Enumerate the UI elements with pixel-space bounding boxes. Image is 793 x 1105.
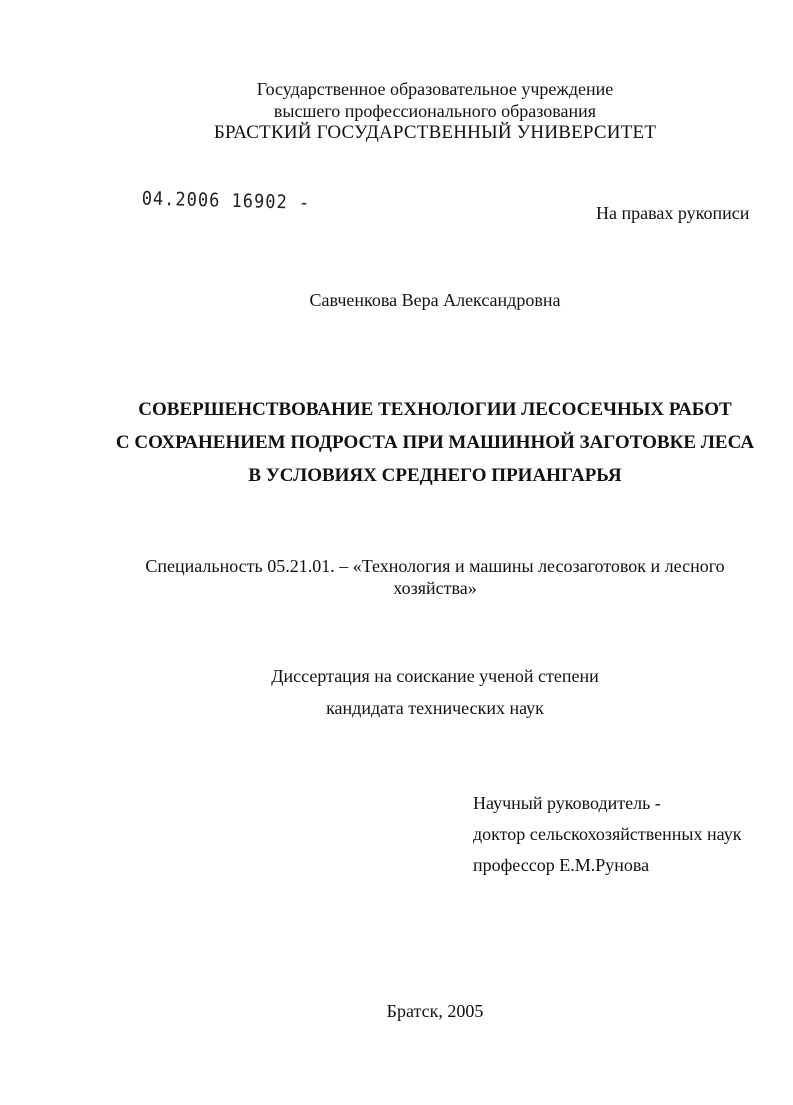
organization-line-1: Государственное образовательное учреждение bbox=[256, 79, 614, 99]
supervisor-block bbox=[473, 788, 741, 881]
author-name: Савченкова Вера Александровна bbox=[309, 290, 561, 310]
title-line-1: СОВЕРШЕНСТВОВАНИЕ ТЕХНОЛОГИИ ЛЕСОСЕЧНЫХ РАБОТ bbox=[138, 399, 732, 420]
organization-line-2: высшего профессионального образования bbox=[273, 101, 597, 121]
degree-line-1: Диссертация на соискание ученой степени bbox=[271, 666, 599, 686]
title-line-2: С СОХРАНЕНИЕМ ПОДРОСТА ПРИ МАШИННОЙ ЗАГОТОВКЕ ЛЕСА bbox=[115, 432, 755, 453]
registration-stamp: 04.2006 16902 - bbox=[141, 188, 311, 215]
manuscript-rights-note: На правах рукописи bbox=[596, 203, 750, 223]
title-line-3: В УСЛОВИЯХ СРЕДНЕГО ПРИАНГАРЬЯ bbox=[248, 465, 622, 486]
specialty-line-2: хозяйства» bbox=[393, 578, 477, 598]
degree-statement bbox=[0, 660, 793, 724]
place-and-year: Братск, 2005 bbox=[386, 1001, 484, 1021]
university-name: БРАСТКИЙ ГОСУДАРСТВЕННЫЙ УНИВЕРСИТЕТ bbox=[213, 122, 657, 143]
specialty-line-1: Специальность 05.21.01. – «Технология и машины лесозаготовок и лесного bbox=[145, 556, 725, 576]
degree-line-2: кандидата технических наук bbox=[326, 698, 544, 718]
supervisor-line-1: Научный руководитель - bbox=[473, 793, 661, 813]
supervisor-line-3: профессор Е.М.Рунова bbox=[473, 855, 650, 875]
organization-header bbox=[0, 78, 793, 144]
dissertation-title bbox=[0, 393, 793, 492]
supervisor-line-2: доктор сельскохозяйственных наук bbox=[473, 824, 742, 844]
specialty bbox=[0, 555, 793, 599]
